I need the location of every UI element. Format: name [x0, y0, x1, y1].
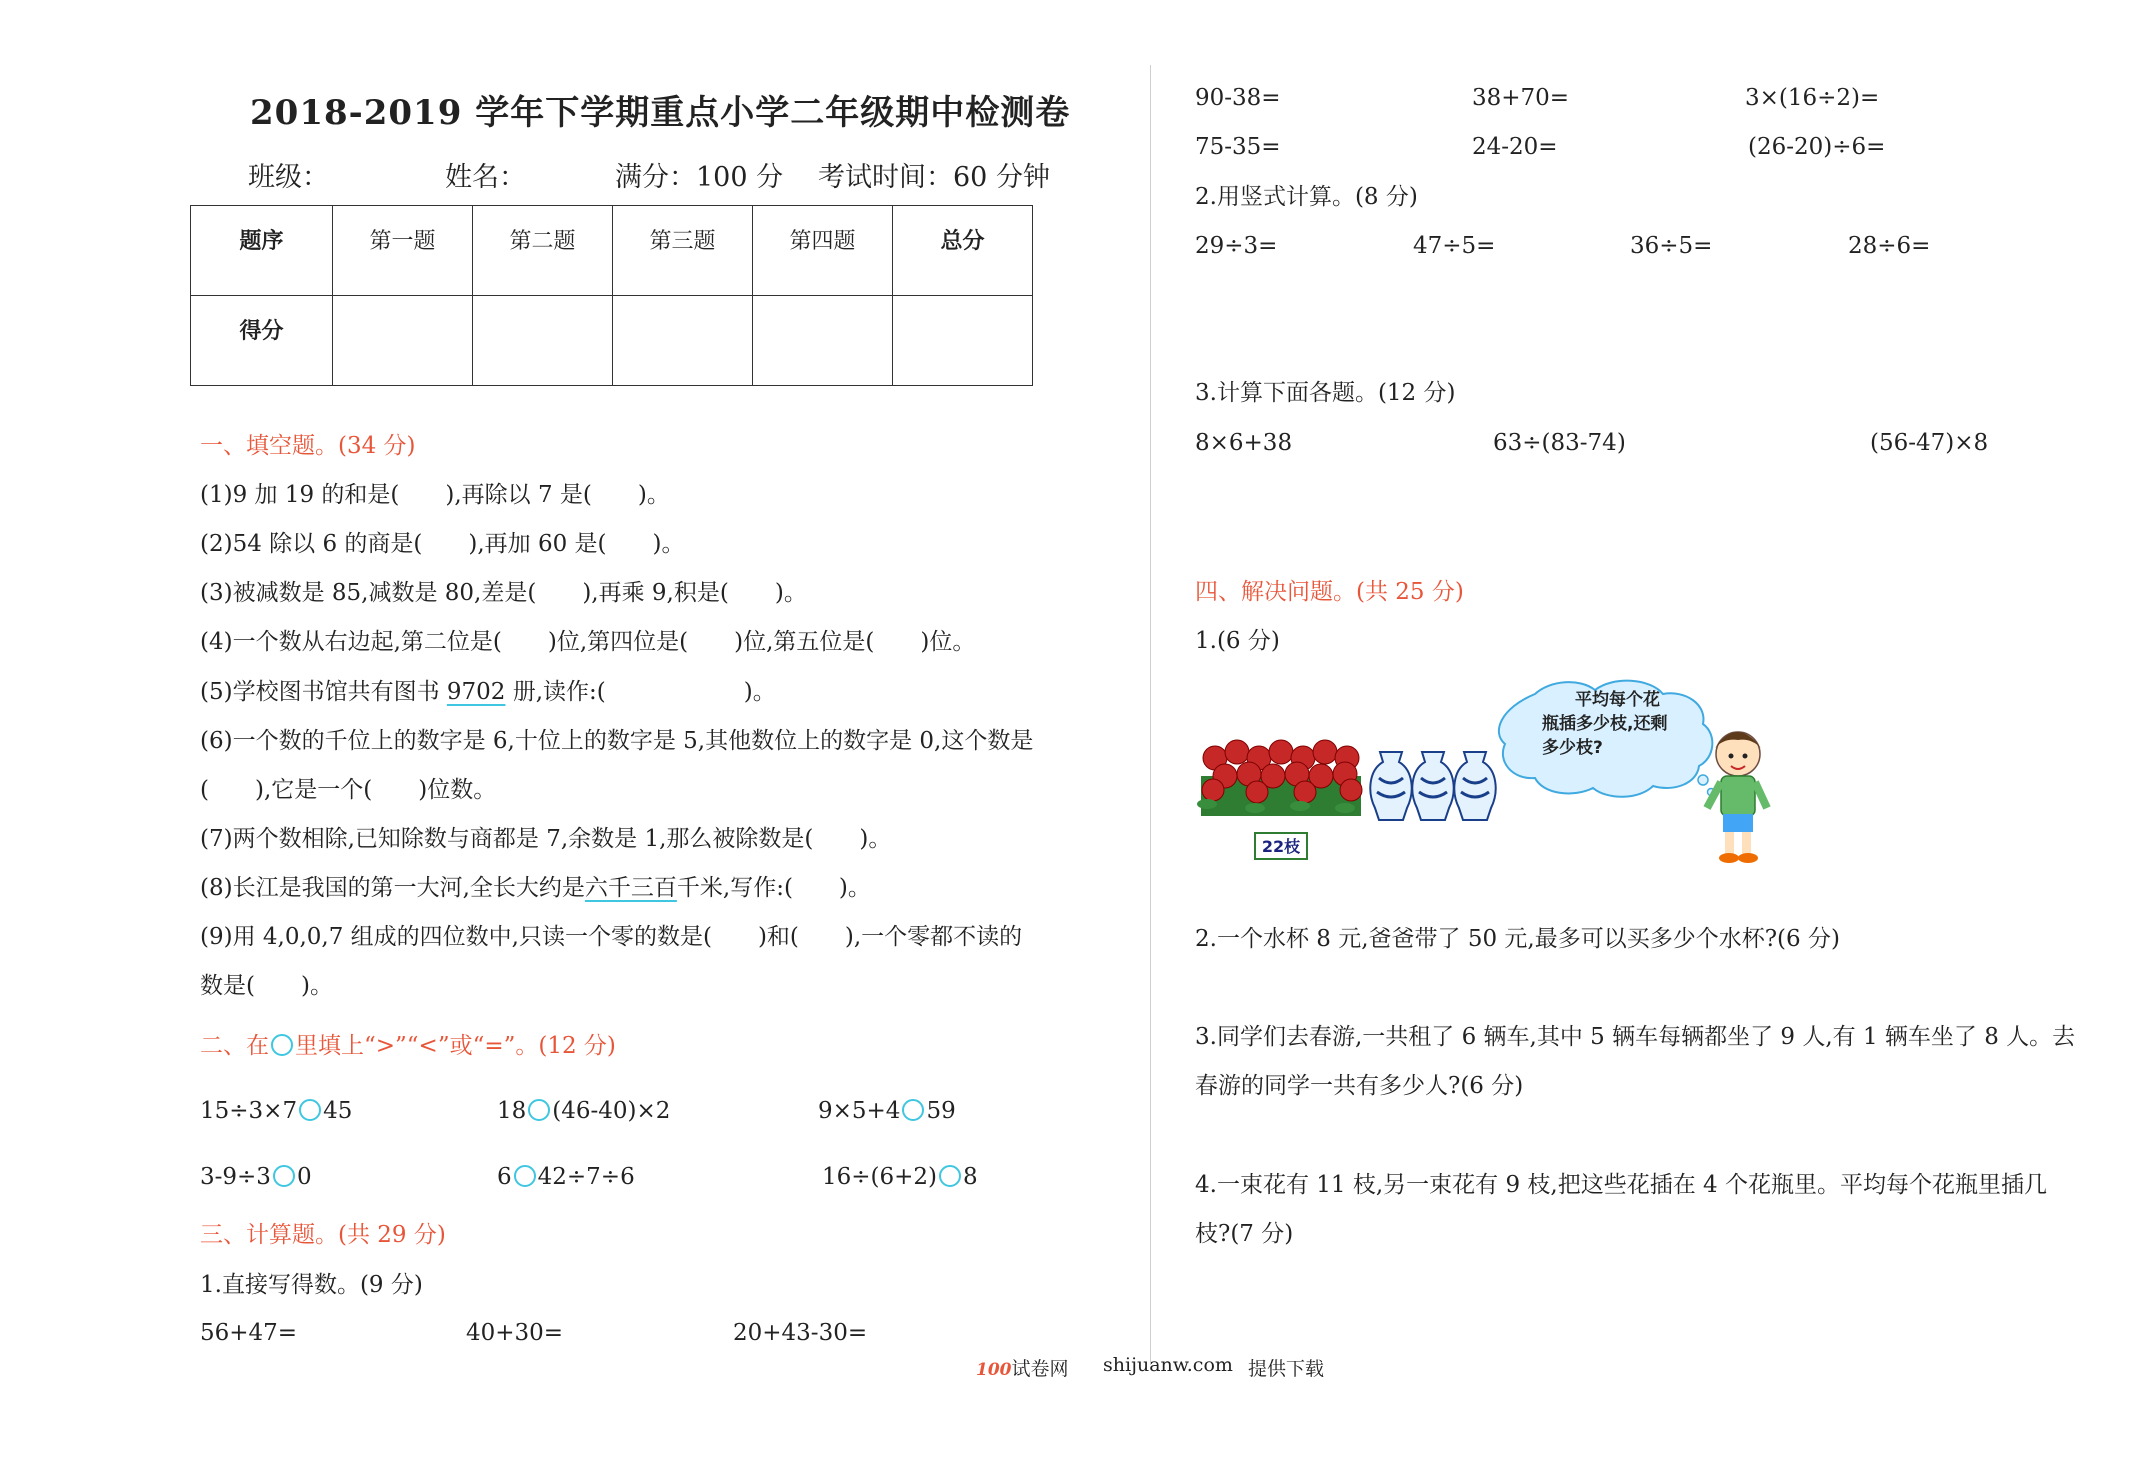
question-item: 1.直接写得数。(9 分) [200, 1272, 423, 1298]
compare-item [497, 1096, 670, 1126]
flower-tag-text: 22枝 [1261, 837, 1301, 856]
question-item: ( ),它是一个( )位数。 [200, 777, 497, 803]
heading-text: 里填上“>”“<”或“=”。(12 分) [295, 1033, 616, 1059]
question-item [200, 677, 776, 707]
section3-heading: 三、计算题。(共 29 分) [200, 1222, 446, 1248]
compare-left: 18 [497, 1098, 527, 1124]
calc-item: 20+43-30= [733, 1320, 868, 1346]
section2-heading [200, 1031, 616, 1061]
score-cell[interactable] [893, 296, 1033, 386]
answer-circle-icon[interactable] [514, 1165, 536, 1187]
compare-right: (46-40)×2 [552, 1098, 671, 1124]
question-item: 枝?(7 分) [1195, 1221, 1294, 1247]
bubble-line: 平均每个花 [1575, 690, 1660, 710]
compare-right: 42÷7÷6 [537, 1164, 635, 1190]
compare-item [200, 1096, 352, 1126]
compare-right: 59 [926, 1098, 956, 1124]
exam-time: 考试时间：60 分钟 [818, 162, 1050, 193]
calc-item: 47÷5= [1413, 233, 1496, 259]
score-header-cell: 第二题 [473, 206, 613, 296]
compare-left: 15÷3×7 [200, 1098, 298, 1124]
compare-circle-icon [271, 1034, 293, 1056]
problem-illustration [1195, 678, 1795, 868]
item-text: (5)学校图书馆共有图书 [200, 679, 447, 705]
footer-provide: 提供下载 [1248, 1358, 1325, 1380]
question-item: (3)被减数是 85,减数是 80,差是( ),再乘 9,积是( )。 [200, 580, 807, 606]
section4-heading: 四、解决问题。(共 25 分) [1195, 579, 1464, 605]
score-cell[interactable] [473, 296, 613, 386]
item-text: 册,读作:( )。 [505, 679, 776, 705]
section1-heading: 一、填空题。(34 分) [200, 433, 416, 459]
vase-icon [1454, 752, 1495, 820]
footer-site[interactable]: shijuanw.com [1103, 1354, 1233, 1376]
question-item: 4.一束花有 11 枝,另一束花有 9 枝,把这些花插在 4 个花瓶里。平均每个花瓶里插几 [1195, 1172, 2047, 1198]
compare-left: 16÷(6+2) [822, 1164, 938, 1190]
vase-icon [1412, 752, 1453, 820]
calc-item: 8×6+38 [1195, 430, 1293, 456]
question-item: 数是( )。 [200, 973, 333, 999]
score-header-cell: 第四题 [753, 206, 893, 296]
question-item: (4)一个数从右边起,第二位是( )位,第四位是( )位,第五位是( )位。 [200, 629, 976, 655]
compare-left: 9×5+4 [818, 1098, 901, 1124]
score-table [190, 205, 1033, 386]
calc-item: 40+30= [466, 1320, 564, 1346]
question-item: (2)54 除以 6 的商是( ),再加 60 是( )。 [200, 531, 685, 557]
compare-item [200, 1162, 312, 1192]
answer-circle-icon[interactable] [273, 1165, 295, 1187]
class-label: 班级： [248, 162, 329, 193]
score-header-cell: 题序 [191, 206, 333, 296]
question-item: 2.一个水杯 8 元,爸爸带了 50 元,最多可以买多少个水杯?(6 分) [1195, 926, 1840, 952]
question-item: 3.计算下面各题。(12 分) [1195, 380, 1456, 406]
underlined-number: 六千三百 [584, 875, 677, 901]
calc-item: 63÷(83-74) [1493, 430, 1626, 456]
full-score: 满分：100 分 [615, 162, 784, 193]
compare-item [497, 1162, 635, 1192]
answer-circle-icon[interactable] [528, 1099, 550, 1121]
compare-left: 6 [497, 1164, 512, 1190]
calc-item: 29÷3= [1195, 233, 1278, 259]
score-header-cell: 第一题 [333, 206, 473, 296]
answer-circle-icon[interactable] [299, 1099, 321, 1121]
logo-text: 试卷网 [1011, 1358, 1069, 1380]
bubble-dot [1698, 775, 1708, 785]
calc-item: (26-20)÷6= [1748, 134, 1886, 160]
footer-logo [976, 1354, 1069, 1381]
score-row-label: 得分 [191, 296, 333, 386]
question-item: 3.同学们去春游,一共租了 6 辆车,其中 5 辆车每辆都坐了 9 人,有 1 辆车坐了 8 人。去 [1195, 1024, 2076, 1050]
question-item: 春游的同学一共有多少人?(6 分) [1195, 1073, 1524, 1099]
calc-item: 3×(16÷2)= [1745, 85, 1880, 111]
bubble-line: 多少枝? [1542, 738, 1603, 758]
compare-right: 45 [323, 1098, 353, 1124]
compare-right: 8 [963, 1164, 978, 1190]
calc-item: (56-47)×8 [1870, 430, 1989, 456]
question-item: (1)9 加 19 的和是( ),再除以 7 是( )。 [200, 482, 670, 508]
calc-item: 90-38= [1195, 85, 1281, 111]
boy-icon [1707, 732, 1767, 863]
score-header-cell: 总分 [893, 206, 1033, 296]
calc-item: 28÷6= [1848, 233, 1931, 259]
calc-item: 56+47= [200, 1320, 298, 1346]
calc-item: 75-35= [1195, 134, 1281, 160]
column-divider [1150, 65, 1151, 1365]
vase-icon [1370, 752, 1411, 820]
score-cell[interactable] [333, 296, 473, 386]
question-item: (7)两个数相除,已知除数与商都是 7,余数是 1,那么被除数是( )。 [200, 826, 892, 852]
underlined-number: 9702 [446, 679, 506, 705]
question-item: (9)用 4,0,0,7 组成的四位数中,只读一个零的数是( )和( ),一个零都不读的 [200, 924, 1023, 950]
compare-item [818, 1096, 956, 1126]
calc-item: 38+70= [1472, 85, 1570, 111]
item-text: 千米,写作:( )。 [676, 875, 871, 901]
answer-circle-icon[interactable] [939, 1165, 961, 1187]
page-title: 2018-2019 学年下学期重点小学二年级期中检测卷 [250, 93, 1071, 133]
compare-right: 0 [296, 1164, 312, 1190]
score-header-cell: 第三题 [613, 206, 753, 296]
roses-icon [1197, 740, 1362, 816]
question-item [200, 873, 871, 903]
logo-mark: 100 [976, 1360, 1012, 1380]
answer-circle-icon[interactable] [902, 1099, 924, 1121]
compare-left: 3-9÷3 [200, 1164, 271, 1190]
calc-item: 36÷5= [1630, 233, 1713, 259]
question-item: 1.(6 分) [1195, 628, 1280, 654]
compare-item [822, 1162, 978, 1192]
item-text: (8)长江是我国的第一大河,全长大约是 [200, 875, 585, 901]
heading-text: 二、在 [200, 1033, 269, 1059]
score-cell[interactable] [613, 296, 753, 386]
score-cell[interactable] [753, 296, 893, 386]
calc-item: 24-20= [1472, 134, 1558, 160]
bubble-line: 瓶插多少枝,还剩 [1542, 714, 1668, 734]
question-item: (6)一个数的千位上的数字是 6,十位上的数字是 5,其他数位上的数字是 0,这个数是 [200, 728, 1034, 754]
question-item: 2.用竖式计算。(8 分) [1195, 184, 1418, 210]
name-label: 姓名： [445, 162, 526, 193]
